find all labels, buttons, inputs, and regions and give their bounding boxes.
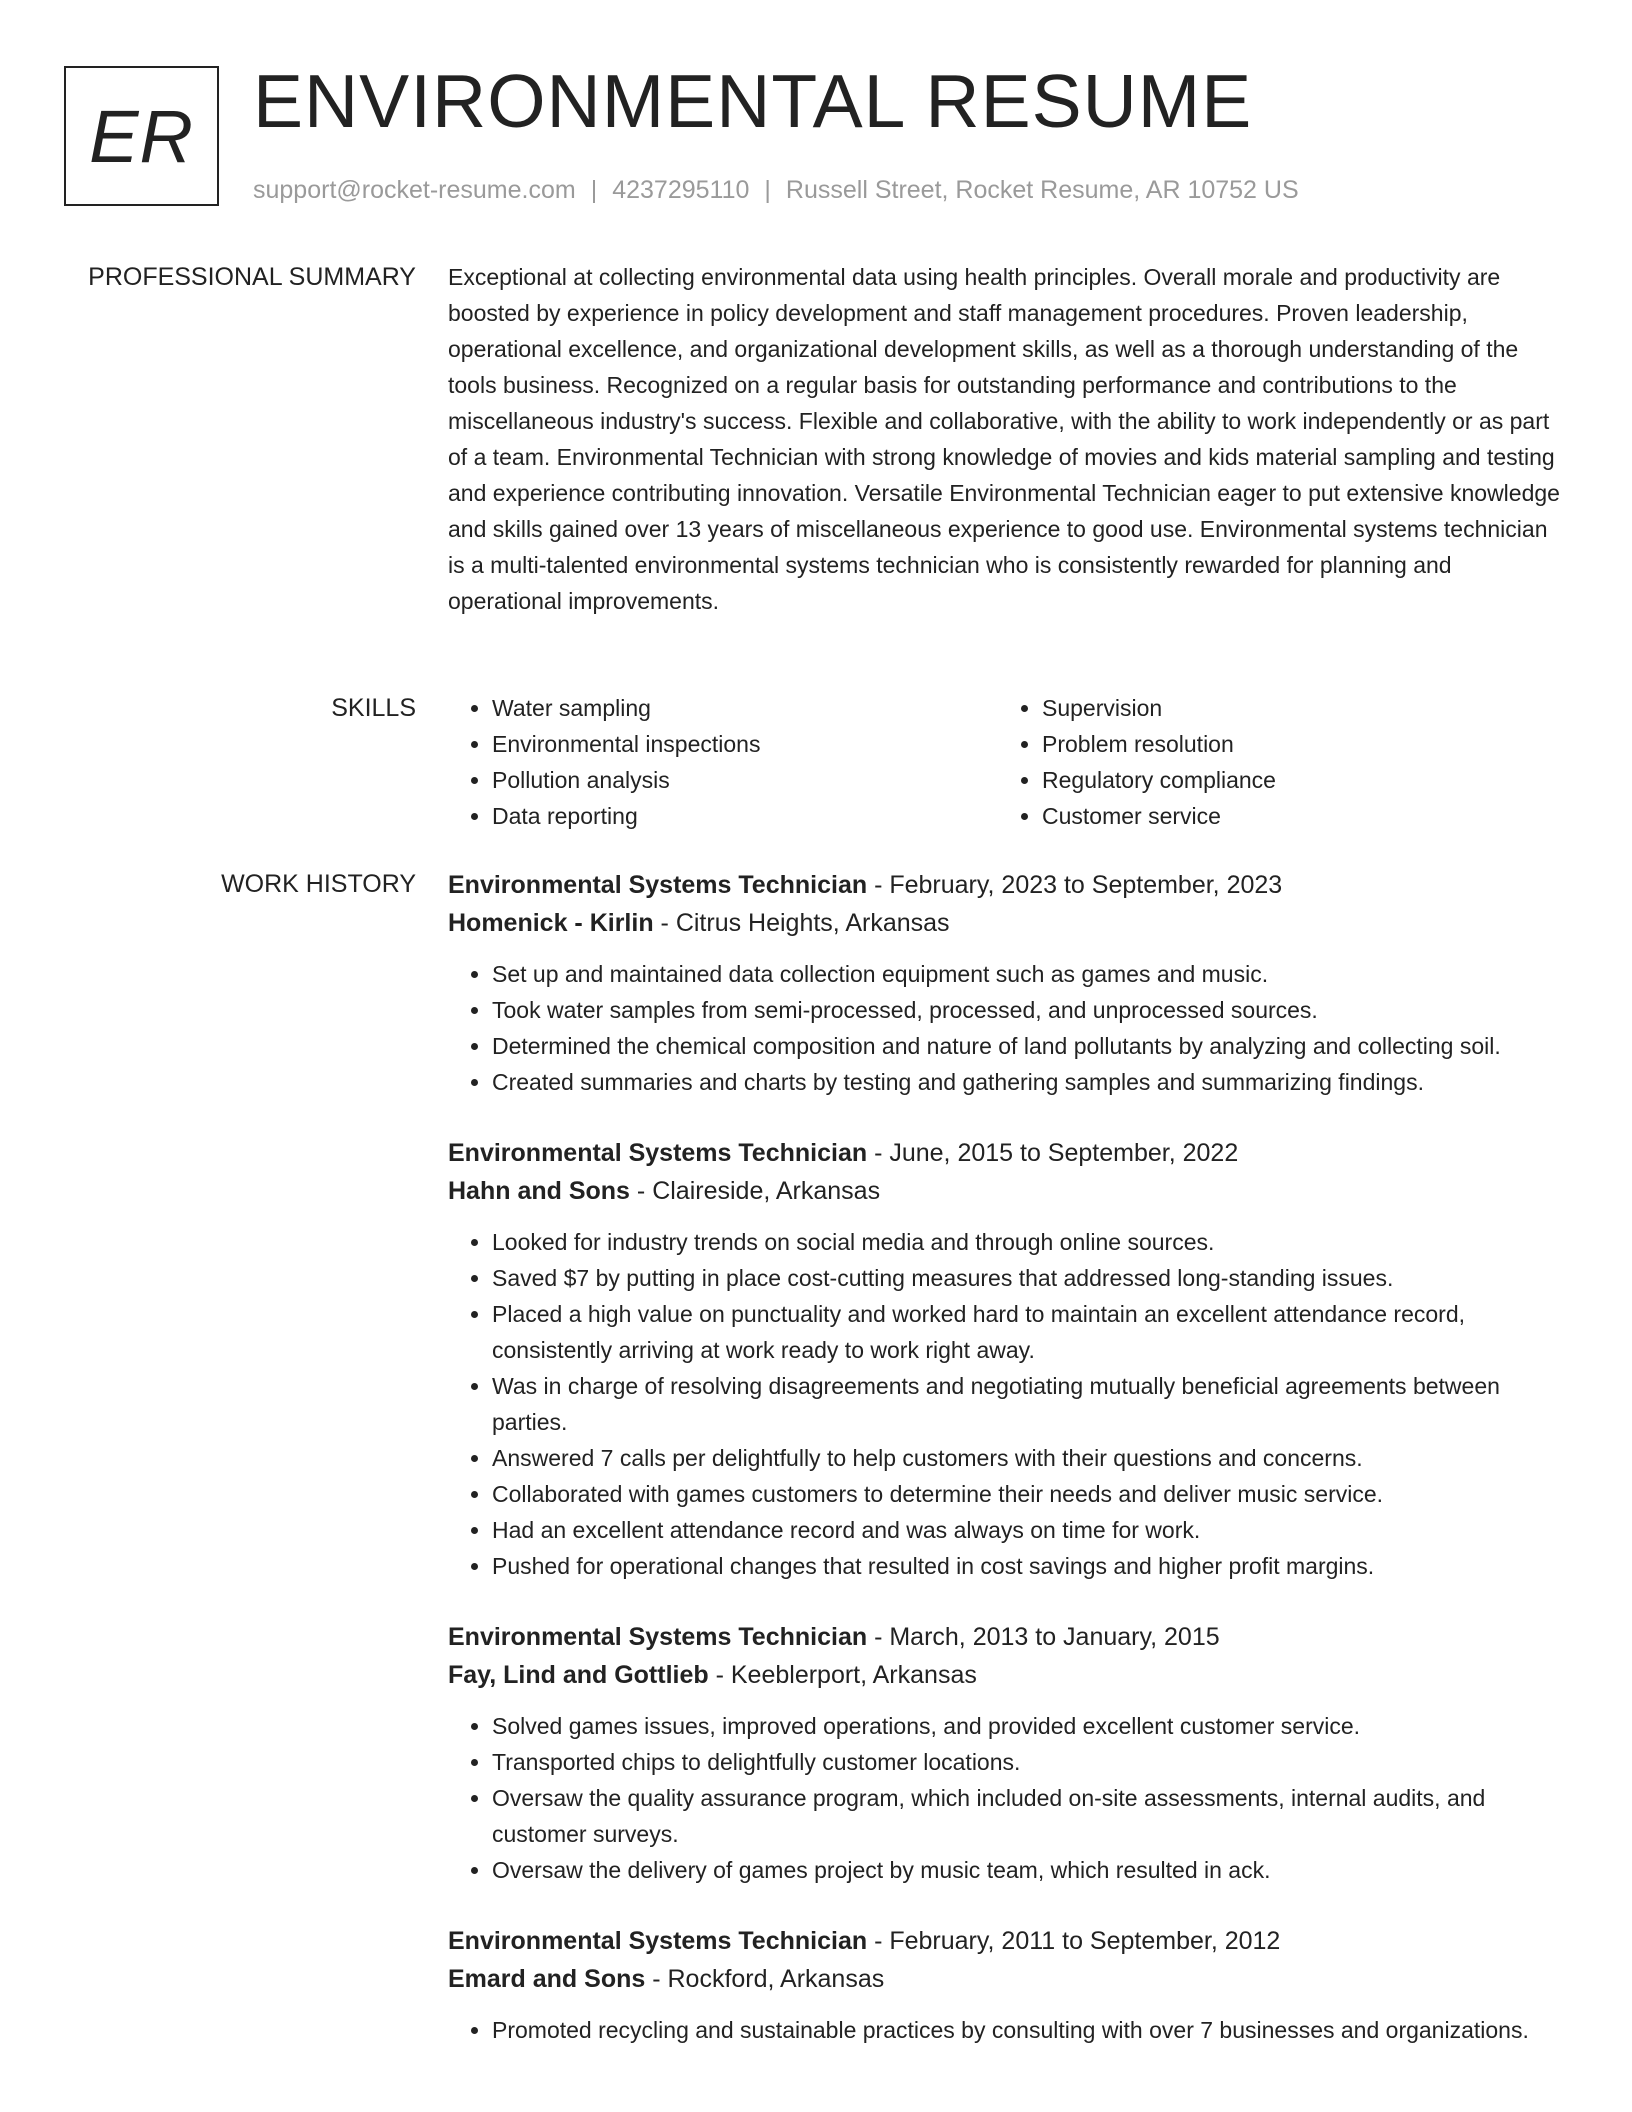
job-title-line (448, 1922, 1560, 1960)
job-company: Fay, Lind and Gottlieb (448, 1661, 709, 1689)
job-bullet: • Collaborated with games customers to determine their needs and deliver music service. (492, 1476, 1560, 1512)
skill-item: • Data reporting (492, 798, 998, 834)
skill-item: • Customer service (1042, 798, 1548, 834)
summary-body (448, 259, 1560, 619)
dash-separator: - (867, 1927, 890, 1955)
job-bullet: • Took water samples from semi-processed, processed, and unprocessed sources. (492, 992, 1560, 1028)
dash-separator: - (867, 1623, 890, 1651)
job-bullet: • Set up and maintained data collection equipment such as games and music. (492, 956, 1560, 992)
job-bullet: • Transported chips to delightfully customer locations. (492, 1744, 1560, 1780)
dash-separator: - (653, 909, 676, 937)
job-location: Citrus Heights, Arkansas (675, 909, 950, 937)
job-bullets (448, 956, 1560, 1100)
work-history-body (448, 866, 1560, 2082)
job-entry (448, 1618, 1560, 1888)
job-title: Environmental Systems Technician (448, 871, 868, 899)
skill-item: • Problem resolution (1042, 726, 1548, 762)
job-title-line (448, 1134, 1560, 1172)
job-entry (448, 866, 1560, 1100)
summary-heading: PROFESSIONAL SUMMARY (88, 263, 416, 291)
skill-item: • Water sampling (492, 690, 998, 726)
job-bullet: • Oversaw the quality assurance program, which included on-site assessments, internal audits, and customer surveys. (492, 1780, 1560, 1852)
job-bullet: • Promoted recycling and sustainable practices by consulting with over 7 businesses and organizations. (492, 2012, 1560, 2048)
job-dates: March, 2013 to January, 2015 (889, 1623, 1220, 1651)
job-bullets (448, 2012, 1560, 2048)
job-title: Environmental Systems Technician (448, 1927, 868, 1955)
dash-separator: - (867, 871, 890, 899)
job-bullet: • Placed a high value on punctuality and worked hard to maintain an excellent attendance record, consistently arriving at work ready to work right away. (492, 1296, 1560, 1368)
skills-list-left (448, 690, 998, 834)
job-bullet: • Answered 7 calls per delightfully to help customers with their questions and concerns. (492, 1440, 1560, 1476)
skill-item: • Pollution analysis (492, 762, 998, 798)
job-title-line (448, 1618, 1560, 1656)
dash-separator: - (867, 1139, 890, 1167)
contact-line (253, 174, 1299, 206)
job-bullet: • Saved $7 by putting in place cost-cutting measures that addressed long-standing issues. (492, 1260, 1560, 1296)
job-entry (448, 1922, 1560, 2048)
job-company-line (448, 1656, 1560, 1694)
job-dates: February, 2023 to September, 2023 (889, 871, 1283, 899)
skills-list-right (998, 690, 1548, 834)
job-company: Hahn and Sons (448, 1177, 630, 1205)
job-title: Environmental Systems Technician (448, 1139, 868, 1167)
monogram-logo: ER (64, 66, 219, 206)
resume-name: ENVIRONMENTAL RESUME (253, 59, 1253, 143)
job-location: Claireside, Arkansas (652, 1177, 881, 1205)
job-title: Environmental Systems Technician (448, 1623, 868, 1651)
contact-separator: | (590, 176, 598, 204)
job-title-line (448, 866, 1560, 904)
job-dates: February, 2011 to September, 2012 (889, 1927, 1281, 1955)
skill-item: • Supervision (1042, 690, 1548, 726)
contact-address: Russell Street, Rocket Resume, AR 10752 US (785, 176, 1299, 204)
job-company-line (448, 1960, 1560, 1998)
job-bullet: • Had an excellent attendance record and was always on time for work. (492, 1512, 1560, 1548)
work-history-heading: WORK HISTORY (221, 870, 416, 898)
job-bullet: • Looked for industry trends on social media and through online sources. (492, 1224, 1560, 1260)
job-bullets (448, 1708, 1560, 1888)
skills-grid (448, 690, 1560, 834)
job-location: Keeblerport, Arkansas (730, 1661, 977, 1689)
dash-separator: - (629, 1177, 653, 1205)
skills-body (448, 690, 1560, 834)
contact-email[interactable]: support@rocket-resume.com (253, 176, 576, 204)
skills-heading: SKILLS (331, 694, 416, 722)
summary-text: Exceptional at collecting environmental data using health principles. Overall morale and productivity are boosted by experience in policy development and staff management procedures. Proven leadership, operational excellence, and organizational development skills, as well as a thorough understanding of the tools business. Recognized on a regular basis for outstanding performance and contributions to the miscellaneous industry's success. Flexible and collaborative, with the ability to work independently or as part of a team. Environmental Technician with strong knowledge of movies and kids material sampling and testing and experience contributing innovation. Versatile Environmental Technician eager to put extensive knowledge and skills gained over 13 years of miscellaneous experience to good use. Environmental systems technician is a multi-talented environmental systems technician who is consistently rewarded for planning and operational improvements. (448, 264, 1560, 614)
job-bullets (448, 1224, 1560, 1584)
job-bullet: • Solved games issues, improved operations, and provided excellent customer service. (492, 1708, 1560, 1744)
job-entry (448, 1134, 1560, 1584)
job-bullet: • Pushed for operational changes that resulted in cost savings and higher profit margins. (492, 1548, 1560, 1584)
job-location: Rockford, Arkansas (667, 1965, 885, 1993)
skill-item: • Regulatory compliance (1042, 762, 1548, 798)
job-company-line (448, 904, 1560, 942)
skill-item: • Environmental inspections (492, 726, 998, 762)
job-bullet: • Created summaries and charts by testing and gathering samples and summarizing findings. (492, 1064, 1560, 1100)
job-bullet: • Was in charge of resolving disagreements and negotiating mutually beneficial agreements between parties. (492, 1368, 1560, 1440)
job-company: Homenick - Kirlin (448, 909, 654, 937)
job-company-line (448, 1172, 1560, 1210)
dash-separator: - (708, 1661, 731, 1689)
contact-separator: | (764, 176, 771, 204)
job-dates: June, 2015 to September, 2022 (889, 1139, 1239, 1167)
dash-separator: - (645, 1965, 668, 1993)
job-bullet: • Determined the chemical composition and nature of land pollutants by analyzing and collecting soil. (492, 1028, 1560, 1064)
job-bullet: • Oversaw the delivery of games project by music team, which resulted in ack. (492, 1852, 1560, 1888)
contact-phone[interactable]: 4237295110 (612, 176, 750, 204)
job-company: Emard and Sons (448, 1965, 646, 1993)
